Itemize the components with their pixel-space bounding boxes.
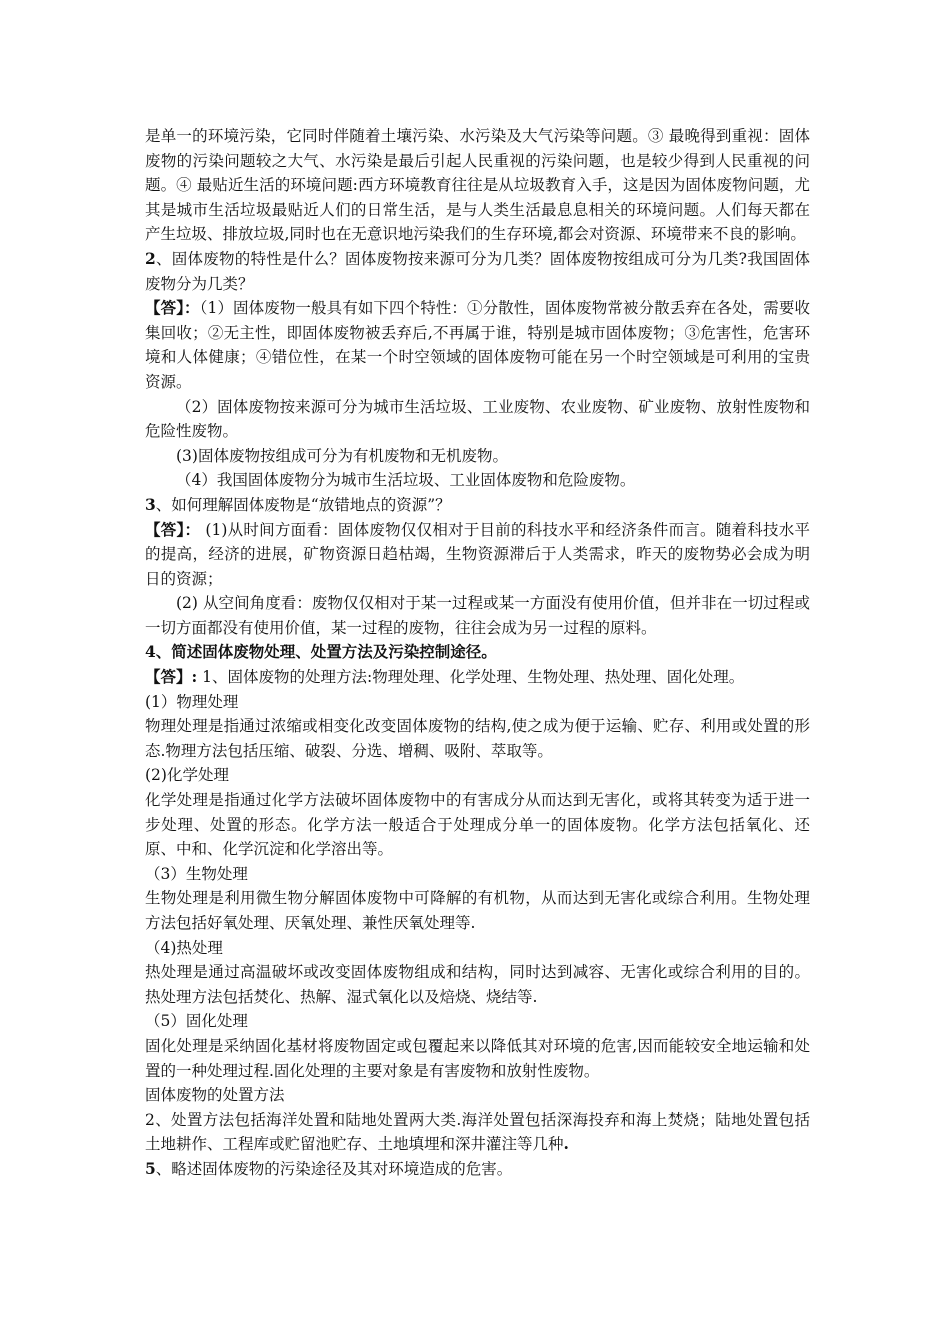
text-biological: 生物处理是利用微生物分解固体废物中可降解的有机物，从而达到无害化或综合利用。生物处理方法包括好氧处理、厌氧处理、兼性厌氧处理等. xyxy=(145,889,810,932)
question-4: 4、简述固体废物处理、处置方法及污染控制途径。 xyxy=(145,642,497,662)
question-number: 2 xyxy=(145,248,156,268)
question-text: 、固体废物的特性是什么？固体废物按来源可分为几类？固体废物按组成可分为几类?我国固体废物分为几类？ xyxy=(145,249,810,293)
heading-biological: （3）生物处理 xyxy=(145,864,248,883)
question-5 xyxy=(145,1157,810,1182)
answer-4-intro xyxy=(145,665,810,690)
text-physical: 物理处理是指通过浓缩或相变化改变固体废物的结构,使之成为便于运输、贮存、利用或处置的形态.物理方法包括压缩、破裂、分选、增稠、吸附、萃取等。 xyxy=(145,717,810,760)
question-2 xyxy=(145,247,810,296)
text-solidification: 固化处理是采纳固化基材将废物固定或包覆起来以降低其对环境的危害,因而能较安全地运输和处置的一种处理过程.固化处理的主要对象是有害废物和放射性废物。 xyxy=(145,1036,810,1080)
question-text: 、如何理解固体废物是“放错地点的资源”？ xyxy=(155,495,451,514)
text-thermal: 热处理是通过高温破坏或改变固体废物组成和结构，同时达到减容、无害化或综合利用的目的。热处理方法包括焚化、热解、湿式氧化以及焙烧、烧结等. xyxy=(145,963,810,1006)
heading-solidification: （5）固化处理 xyxy=(145,1012,248,1031)
question-number: 5 xyxy=(145,1158,156,1178)
disposal-end: . xyxy=(563,1134,569,1154)
answer-3-part-2: (2) 从空间角度看：废物仅仅相对于某一过程或某一方面没有使用价值，但并非在一切过程或一切方面都没有使用价值，某一过程的废物，往往会成为另一过程的原料。 xyxy=(145,594,810,637)
text-disposal xyxy=(145,1108,810,1157)
answer-text: (1)从时间方面看：固体废物仅仅相对于目前的科技水平和经济条件而言。随着科技水平的提高，经济的进展，矿物资源日趋枯竭，生物资源滞后于人类需求，昨天的废物势必会成为明日的资源； xyxy=(145,520,810,588)
answer-2-part-3: (3)固体废物按组成可分为有机废物和无机废物。 xyxy=(176,446,508,465)
disposal-text: 2、处置方法包括海洋处置和陆地处置两大类.海洋处置包括深海投弃和海上焚烧；陆地处置包括土地耕作、工程库或贮留池贮存、土地填埋和深井灌注等几种 xyxy=(145,1110,810,1154)
answer-2-part-2: （2）固体废物按来源可分为城市生活垃圾、工业废物、农业废物、矿业废物、放射性废物和危险性废物。 xyxy=(145,397,810,441)
text-chemical: 化学处理是指通过化学方法破坏固体废物中的有害成分从而达到无害化，或将其转变为适于进一步处理、处置的形态。化学方法一般适合于处理成分单一的固体废物。化学方法包括氧化、还原、中和、化学沉淀和化学溶出等。 xyxy=(145,791,810,859)
answer-2-part-4: （4）我国固体废物分为城市生活垃圾、工业固体废物和危险废物。 xyxy=(176,471,636,490)
question-number: 3 xyxy=(145,494,156,514)
heading-disposal: 固体废物的处置方法 xyxy=(145,1086,285,1105)
heading-physical: (1）物理处理 xyxy=(145,692,239,711)
answer-separator: ： xyxy=(184,519,201,539)
answer-text: 1、固体废物的处理方法:物理处理、化学处理、生物处理、热处理、固化处理。 xyxy=(197,668,745,687)
answer-label: 【答】 xyxy=(145,519,185,539)
document-body xyxy=(145,124,810,1182)
answer-2-part-1 xyxy=(145,296,810,394)
heading-thermal: （4)热处理 xyxy=(145,938,223,957)
question-3 xyxy=(145,493,810,518)
paragraph-continuation: 是单一的环境污染，它同时伴随着土壤污染、水污染及大气污染等问题。③ 最晚得到重视：固体废物的污染问题较之大气、水污染是最后引起人民重视的污染问题，也是较少得到人民重视的问题。④ 最贴近生活的环境问题:西方环境教育往往是从垃圾教育入手，这是因为固体废物问题，尤其是城市生活垃圾最贴近人们的日常生活，是与人类生活最息息相关的环境问题。人们每天都在产生垃圾、排放垃圾,同时也在无意识地污染我们的生存环境,都会对资源、环境带来不良的影响。 xyxy=(145,127,810,244)
answer-separator: ： xyxy=(184,298,200,318)
answer-3-part-1 xyxy=(145,518,810,592)
question-text: 、略述固体废物的污染途径及其对环境造成的危害。 xyxy=(155,1159,513,1178)
answer-label: 【答】 xyxy=(145,298,185,318)
answer-text: （1）固体废物一般具有如下四个特性：①分散性，固体废物常被分散丢弃在各处，需要收集回收；②无主性，即固体废物被丢弃后,不再属于谁，特别是城市固体废物；③危害性，危害环境和人体健康；④错位性，在某一个时空领域的固体废物可能在另一个时空领域是可利用的宝贵资源。 xyxy=(145,299,810,391)
answer-separator: : xyxy=(191,667,198,687)
answer-label: 【答】 xyxy=(145,667,192,687)
heading-chemical: (2)化学处理 xyxy=(145,766,229,785)
